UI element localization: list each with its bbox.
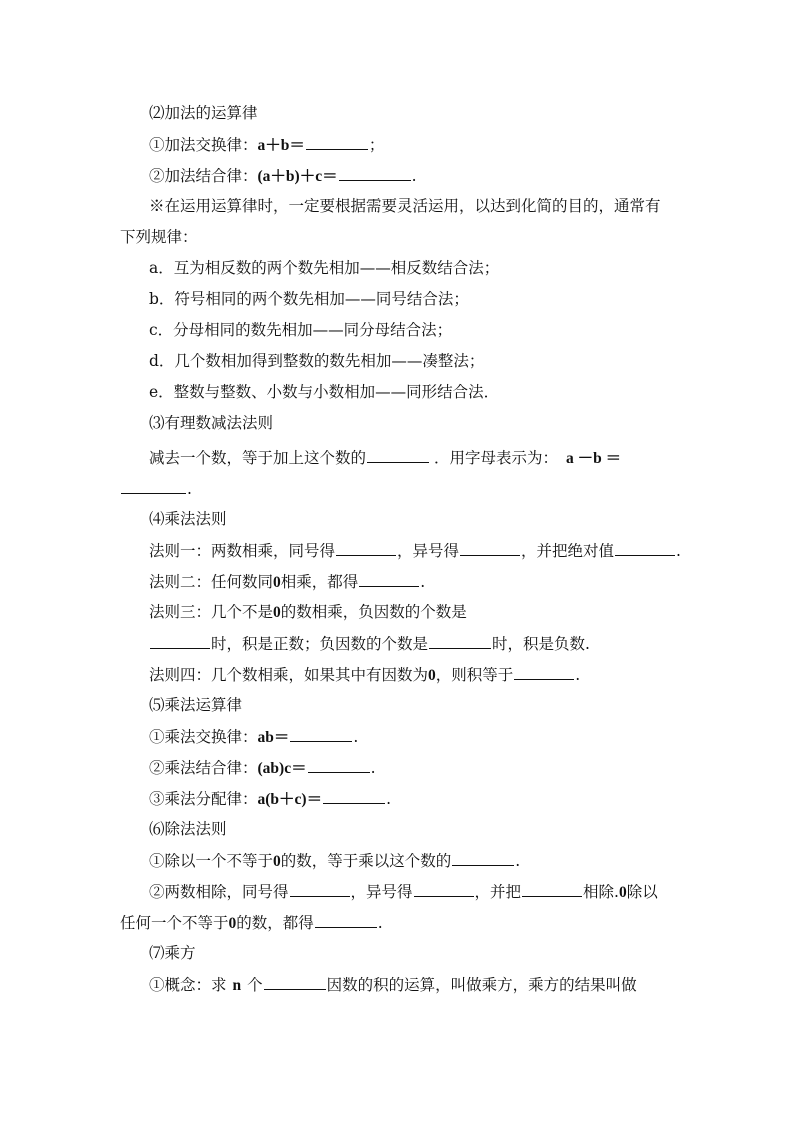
punct: . [187,480,192,498]
answer-blank[interactable] [429,633,491,649]
heading-text: ⑹除法法则 [149,820,227,838]
label: ①加法交换律： [149,136,258,154]
multiplication-rule-2 [149,571,709,593]
text: 的数相乘，负因数的个数是 [280,603,467,621]
label: ②加法结合律： [149,167,258,185]
multiplication-rule-4 [149,664,709,686]
number: 0 [273,853,281,870]
section-heading-subtraction [149,413,709,433]
answer-blank[interactable] [323,788,385,804]
formula: (ab)c＝ [257,760,307,777]
multiplication-associative-law [149,757,709,779]
formula: a(b＋c)＝ [257,791,323,808]
text: 除以 [626,883,658,901]
heading-text: ⑷乘法法则 [149,510,227,528]
heading-text: ⑸乘法运算律 [149,696,243,714]
formula: ab＝ [257,729,290,746]
text: 法则四：几个数相乘，如果其中有因数为 [149,666,429,684]
answer-blank[interactable] [339,165,411,181]
text: 的数，都得 [236,914,314,932]
answer-blank[interactable] [308,757,370,773]
rule-a [149,258,709,278]
text: 相除. [583,883,619,901]
text: ，则积等于 [435,666,514,684]
answer-blank[interactable] [359,571,419,587]
division-rule-2-cont [120,912,680,934]
text: ．用字母表示为： [434,449,559,467]
text: 任何一个不等于 [120,914,229,932]
answer-blank[interactable] [121,478,186,494]
rule-e [149,382,709,402]
answer-blank[interactable] [460,540,520,556]
heading-text: ⑺乘方 [149,944,196,962]
label: ①乘法交换律： [149,728,258,746]
formula: (a＋b)＋c＝ [257,168,338,185]
text: ，异号得 [350,883,413,901]
punct: . [370,759,376,777]
number: 0 [273,604,281,621]
text: 法则三：几个不是 [149,603,274,621]
rule-d [149,351,709,371]
multiplication-commutative-law [149,726,709,748]
punct: . [386,790,392,808]
section-heading-multiplication [149,509,709,529]
answer-blank[interactable] [290,726,352,742]
text: 时，积是正数；负因数的个数是 [211,635,429,653]
text: ，并把绝对值 [521,542,615,560]
answer-blank[interactable] [522,881,582,897]
number: 0 [228,915,237,932]
section-heading-division [149,819,709,839]
punct: . [575,666,581,684]
punct: . [411,167,417,185]
text: 相乘，都得 [280,573,359,591]
text: b．符号相同的两个数先相加——同号结合法； [149,290,469,308]
label: ②乘法结合律： [149,759,258,777]
text: 下列规律： [120,228,198,246]
punct: . [676,542,681,560]
answer-blank[interactable] [150,633,210,649]
punct: . [420,573,426,591]
label: ③乘法分配律： [149,790,258,808]
answer-blank[interactable] [290,881,350,897]
subtraction-rule [149,447,709,469]
number: 0 [428,667,436,684]
punct: . [377,914,383,932]
answer-blank[interactable] [306,134,368,150]
punct: . [515,852,521,870]
section-heading-addition-laws [149,103,709,123]
rule-c [149,320,709,340]
text: 法则二：任何数同 [149,573,274,591]
answer-blank[interactable] [264,974,326,990]
text: ①概念：求 [149,976,227,994]
multiplication-rule-3 [149,602,709,623]
text: e．整数与整数、小数与小数相加——同形结合法． [149,383,500,401]
heading-text: ⑶有理数减法法则 [149,414,274,432]
answer-blank[interactable] [336,540,396,556]
text: ※在运用运算律时，一定要根据需要灵活运用，以达到化简的目的，通常有 [149,197,661,215]
answer-blank[interactable] [315,912,377,928]
answer-blank[interactable] [414,881,474,897]
heading-text: ⑵加法的运算律 [149,104,258,122]
text: 法则一：两数相乘，同号得 [149,542,336,560]
formula: a＋b＝ [257,137,305,154]
variable: n [232,977,242,994]
section-heading-exponentiation [149,943,709,963]
punct: . [353,728,359,746]
text: ②两数相除，同号得 [149,883,289,901]
formula: a －b ＝ [566,450,622,467]
multiplication-rule-1 [149,540,709,561]
answer-blank[interactable] [452,850,514,866]
multiplication-rule-3-cont [149,633,709,654]
text: d．几个数相加得到整数的数先相加——凑整法； [149,352,485,370]
subtraction-rule-cont [120,478,680,499]
number: 0 [618,884,627,901]
text: c．分母相同的数先相加——同分母结合法； [149,321,453,339]
section-heading-multiplication-laws [149,695,709,715]
answer-blank[interactable] [367,447,429,463]
answer-blank[interactable] [615,540,675,556]
text: ，异号得 [397,542,460,560]
text: ①除以一个不等于 [149,852,274,870]
exponentiation-definition [149,974,709,996]
punct: ； [368,136,385,154]
text: 因数的积的运算，叫做乘方，乘方的结果叫做 [326,976,637,994]
division-rule-1 [149,850,709,872]
addition-associative-law [149,165,709,187]
text: 时，积是负数. [492,635,590,653]
text: 个 [247,976,263,994]
paragraph-line [120,227,680,247]
text: a．互为相反数的两个数先相加——相反数结合法； [149,259,500,277]
number: 0 [273,574,281,591]
paragraph-line [149,196,709,216]
multiplication-distributive-law [149,788,709,810]
addition-commutative-law [149,134,709,156]
text: 的数，等于乘以这个数的 [280,852,452,870]
rule-b [149,289,709,309]
division-rule-2 [149,881,709,903]
text: 减去一个数，等于加上这个数的 [149,449,367,467]
text: ，并把 [474,883,522,901]
answer-blank[interactable] [514,664,574,680]
